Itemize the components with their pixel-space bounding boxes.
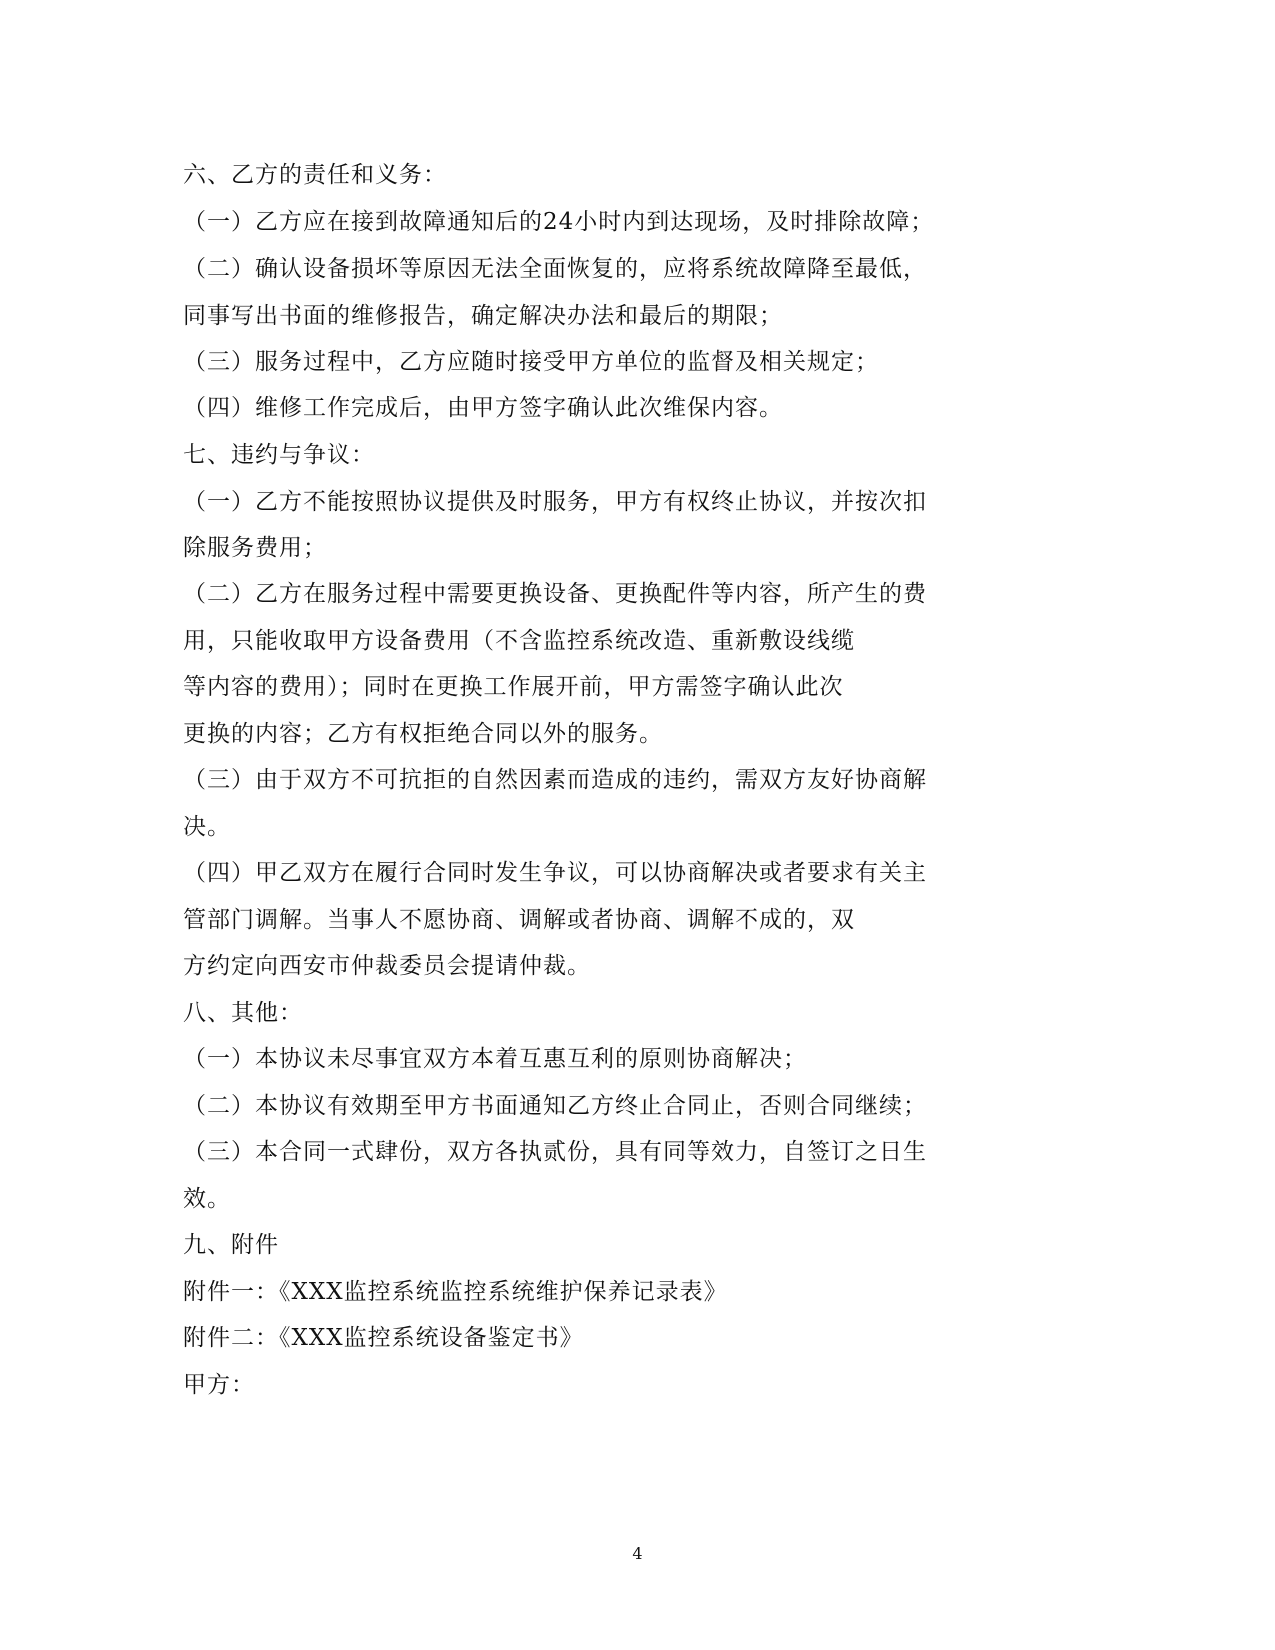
clause-7-3-line-1: （三）由于双方不可抗拒的自然因素而造成的违约，需双方友好协商解 <box>183 767 927 793</box>
clause-6-4: （四）维修工作完成后，由甲方签字确认此次维保内容。 <box>183 395 783 421</box>
clause-8-1: （一）本协议未尽事宜双方本着互惠互利的原则协商解决； <box>183 1046 807 1072</box>
section-7-heading: 七、违约与争议： <box>183 442 375 468</box>
attachment-1: 附件一：《XXX监控系统监控系统维护保养记录表》 <box>183 1279 728 1305</box>
clause-8-2: （二）本协议有效期至甲方书面通知乙方终止合同止，否则合同继续； <box>183 1093 927 1119</box>
clause-7-1-line-1: （一）乙方不能按照协议提供及时服务，甲方有权终止协议，并按次扣 <box>183 489 927 515</box>
page-number: 4 <box>632 1544 643 1563</box>
clause-7-2-line-3: 等内容的费用）；同时在更换工作展开前，甲方需签字确认此次 <box>183 674 844 700</box>
clause-7-3-line-2: 决。 <box>183 814 231 840</box>
clause-7-4-line-3: 方约定向西安市仲裁委员会提请仲裁。 <box>183 953 591 979</box>
clause-7-2-line-4: 更换的内容；乙方有权拒绝合同以外的服务。 <box>183 721 663 747</box>
clause-6-3: （三）服务过程中，乙方应随时接受甲方单位的监督及相关规定； <box>183 349 879 375</box>
section-6-heading: 六、乙方的责任和义务： <box>183 162 447 188</box>
attachment-2: 附件二：《XXX监控系统设备鉴定书》 <box>183 1325 584 1351</box>
clause-6-1: （一）乙方应在接到故障通知后的24小时内到达现场，及时排除故障； <box>183 209 935 235</box>
clause-7-4-line-1: （四）甲乙双方在履行合同时发生争议，可以协商解决或者要求有关主 <box>183 860 927 886</box>
clause-7-4-line-2: 管部门调解。当事人不愿协商、调解或者协商、调解不成的，双 <box>183 907 855 933</box>
clause-7-2-line-1: （二）乙方在服务过程中需要更换设备、更换配件等内容，所产生的费 <box>183 581 927 607</box>
clause-6-2-line-2: 同事写出书面的维修报告，确定解决办法和最后的期限； <box>183 303 783 329</box>
clause-8-3-line-2: 效。 <box>183 1186 231 1212</box>
section-8-heading: 八、其他： <box>183 1000 303 1026</box>
section-9-heading: 九、附件 <box>183 1232 279 1258</box>
party-a-signature-label: 甲方： <box>183 1372 255 1398</box>
clause-7-2-line-2: 用，只能收取甲方设备费用（不含监控系统改造、重新敷设线缆 <box>183 628 855 654</box>
clause-6-2-line-1: （二）确认设备损坏等原因无法全面恢复的，应将系统故障降至最低， <box>183 256 927 282</box>
clause-7-1-line-2: 除服务费用； <box>183 535 327 561</box>
clause-8-3-line-1: （三）本合同一式肆份，双方各执贰份，具有同等效力，自签订之日生 <box>183 1139 927 1165</box>
